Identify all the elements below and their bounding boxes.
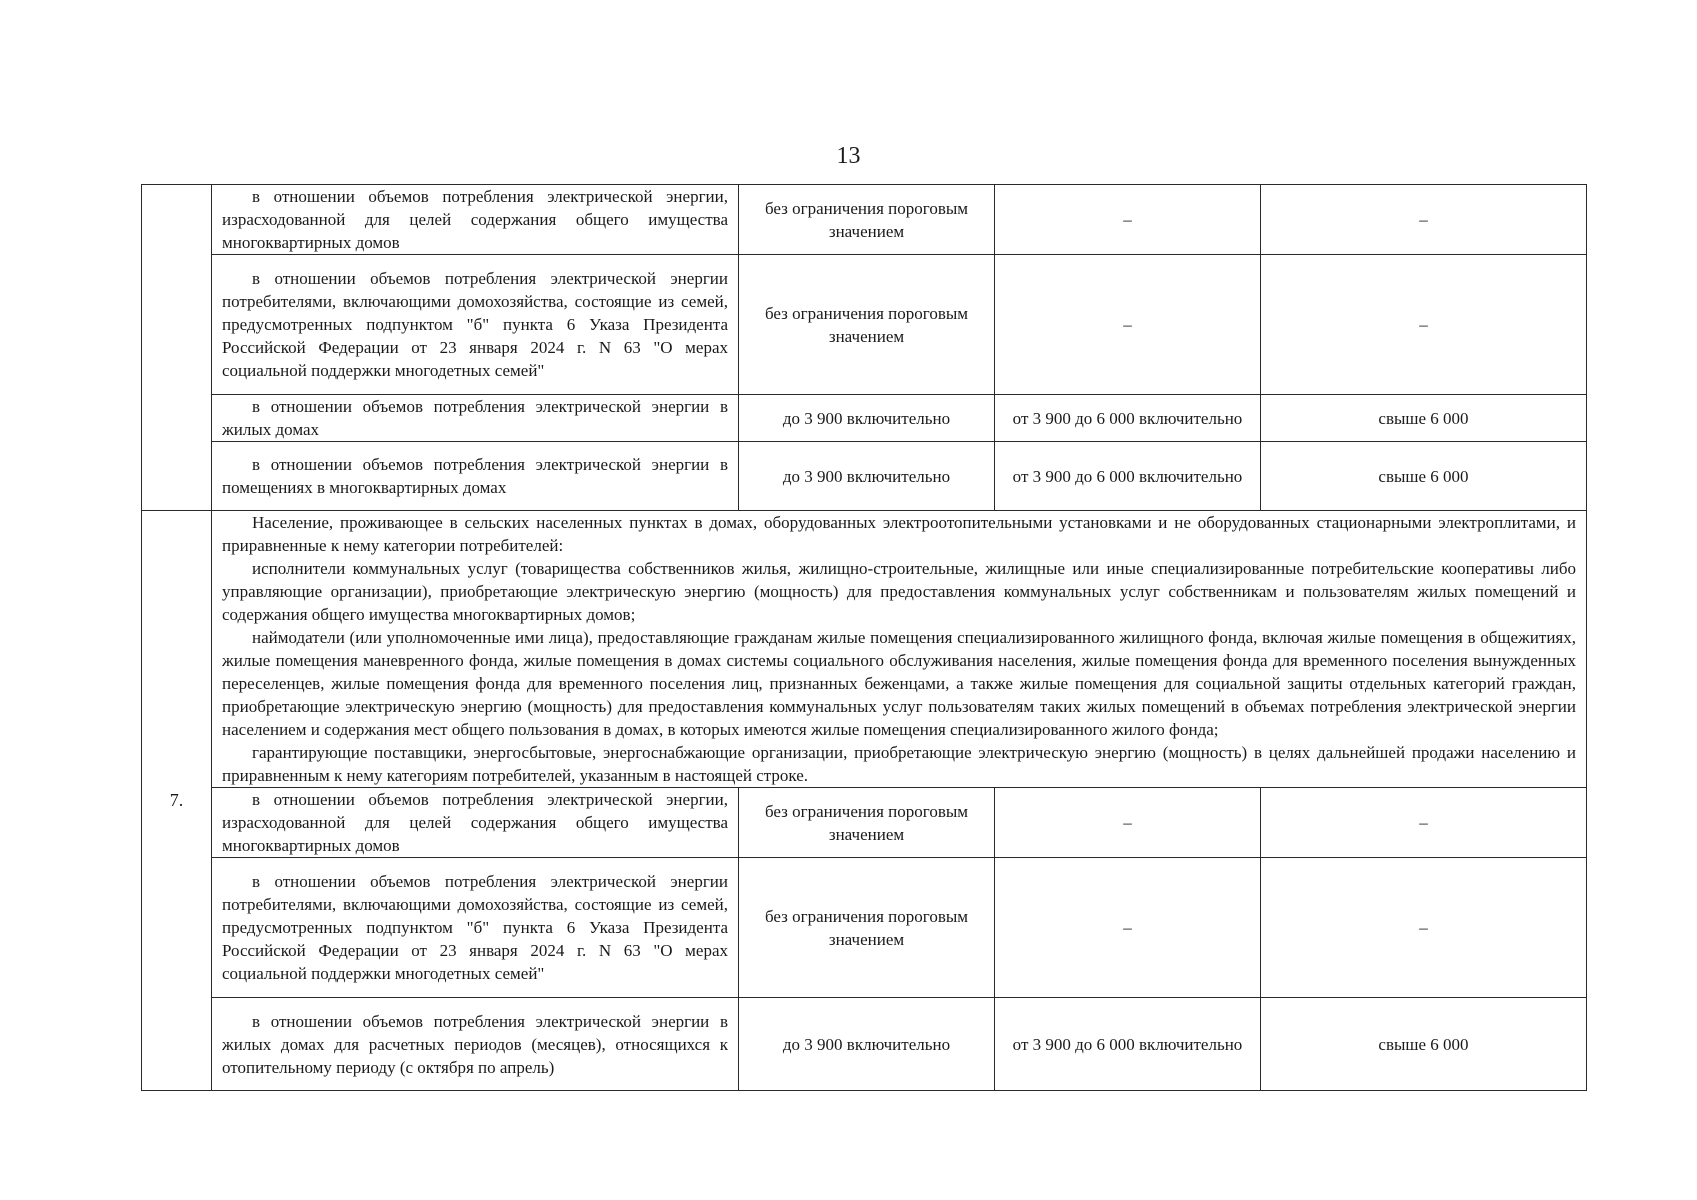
threshold-cell-3: свыше 6 000 [1261,395,1587,442]
row-7-category-text [212,511,1587,788]
threshold-cell-3: – [1261,858,1587,998]
threshold-cell-2: – [995,788,1261,858]
table-row [142,185,1587,255]
threshold-cell-2: от 3 900 до 6 000 включительно [995,998,1261,1091]
threshold-cell-1: без ограничения пороговым значением [739,255,995,395]
row-description: в отношении объемов потребления электрической энергии, израсходованной для целей содержания общего имущества многоквартирных домов [212,185,739,255]
row-description: в отношении объемов потребления электрической энергии потребителями, включающими домохозяйства, состоящие из семей, предусмотренных подпунктом "б" пункта 6 Указа Президента Российской Федерации от 23 января 2024 г. N 63 "О мерах социальной поддержки многодетных семей" [212,255,739,395]
threshold-cell-2: – [995,185,1261,255]
row-description: в отношении объемов потребления электрической энергии в жилых домах [212,395,739,442]
threshold-cell-1: без ограничения пороговым значением [739,788,995,858]
threshold-cell-1: без ограничения пороговым значением [739,858,995,998]
row-description: в отношении объемов потребления электрической энергии, израсходованной для целей содержания общего имущества многоквартирных домов [212,788,739,858]
threshold-cell-3: – [1261,185,1587,255]
table-row [142,255,1587,395]
threshold-cell-2: от 3 900 до 6 000 включительно [995,395,1261,442]
page-number: 13 [836,143,861,169]
threshold-cell-2: – [995,858,1261,998]
row-number: 7. [142,511,212,1091]
threshold-cell-1: без ограничения пороговым значением [739,185,995,255]
row-number-cell [142,185,212,511]
table-row [142,395,1587,442]
threshold-cell-2: от 3 900 до 6 000 включительно [995,442,1261,511]
row-description: в отношении объемов потребления электрической энергии в помещениях в многоквартирных домах [212,442,739,511]
category-paragraph: наймодатели (или уполномоченные ими лица), предоставляющие гражданам жилые помещения специализированного жилищного фонда, включая жилые помещения в общежитиях, жилые помещения маневренного фонда, жилые помещения в домах системы социального обслуживания населения, жилые помещения фонда для временного поселения вынужденных переселенцев, жилые помещения фонда для временного поселения лиц, признанных беженцами, а также жилые помещения для социальной защиты отдельных категорий граждан, приобретающие электрическую энергию (мощность) для предоставления коммунальных услуг пользователям таких жилых помещений в объемах потребления электрической энергии населением и содержания мест общего пользования в домах, в которых имеются жилые помещения специализированного жилого фонда; [222,628,1576,739]
row-description: в отношении объемов потребления электрической энергии в жилых домах для расчетных периодов (месяцев), относящихся к отопительному периоду (с октября по апрель) [212,998,739,1091]
threshold-cell-3: свыше 6 000 [1261,442,1587,511]
threshold-cell-3: – [1261,788,1587,858]
threshold-cell-3: свыше 6 000 [1261,998,1587,1091]
table-row [142,788,1587,858]
tariff-table [141,184,1587,1091]
category-paragraph: Население, проживающее в сельских населенных пунктах в домах, оборудованных электроотопительными установками и не оборудованных стационарными электроплитами, и приравненные к нему категории потребителей: [222,513,1576,555]
threshold-cell-2: – [995,255,1261,395]
table-row [142,858,1587,998]
category-paragraph: исполнители коммунальных услуг (товарищества собственников жилья, жилищно-строительные, жилищные или иные специализированные потребительские кооперативы либо управляющие организации), приобретающие электрическую энергию (мощность) для предоставления коммунальных услуг собственникам и пользователям жилых помещений и содержания общего имущества многоквартирных домов; [222,559,1576,624]
table-row-7-header [142,511,1587,788]
threshold-cell-1: до 3 900 включительно [739,442,995,511]
table-row [142,998,1587,1091]
table-row [142,442,1587,511]
row-description: в отношении объемов потребления электрической энергии потребителями, включающими домохозяйства, состоящие из семей, предусмотренных подпунктом "б" пункта 6 Указа Президента Российской Федерации от 23 января 2024 г. N 63 "О мерах социальной поддержки многодетных семей" [212,858,739,998]
threshold-cell-1: до 3 900 включительно [739,395,995,442]
threshold-cell-3: – [1261,255,1587,395]
category-paragraph: гарантирующие поставщики, энергосбытовые, энергоснабжающие организации, приобретающие электрическую энергию (мощность) в целях дальнейшей продажи населению и приравненным к нему категориям потребителей, указанным в настоящей строке. [222,743,1576,785]
threshold-cell-1: до 3 900 включительно [739,998,995,1091]
